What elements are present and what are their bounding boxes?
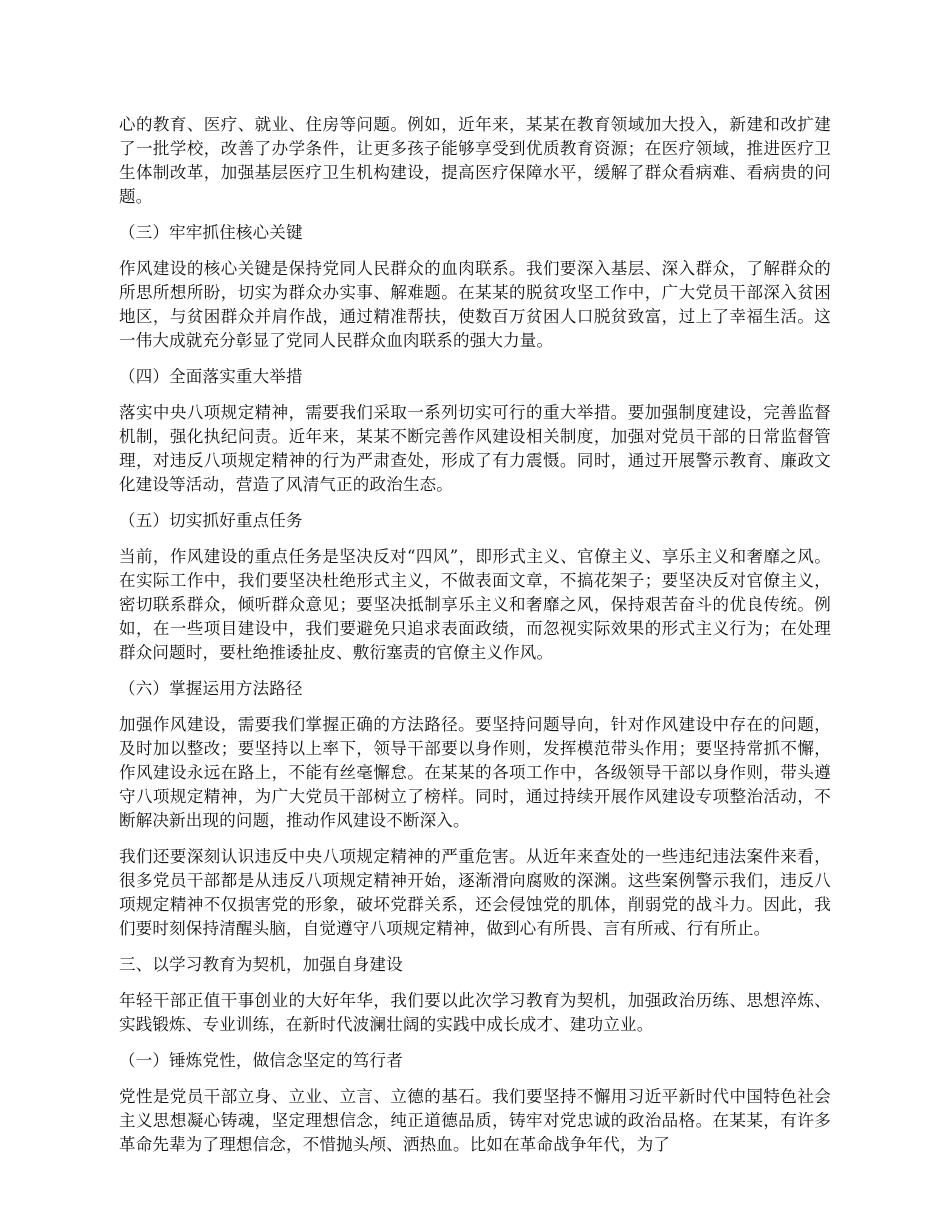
paragraph-major-measures: 落实中央八项规定精神，需要我们采取一系列切实可行的重大举措。要加强制度建设，完善监督机制，强化执纪问责。近年来，某某不断完善作风建设相关制度，加强对党员干部的日常监督管理，对违反八项规定精神的行为严肃查处，形成了有力震慑。同时，通过开展警示教育、廉政文化建设等活动，营造了风清气正的政治生态。 [119,403,831,494]
paragraph-key-tasks: 当前，作风建设的重点任务是坚决反对“四风”，即形式主义、官僚主义、享乐主义和奢靡之风。在实际工作中，我们要坚决杜绝形式主义，不做表面文章，不搞花架子；要坚决反对官僚主义，密切联系群众，倾听群众意见；要坚决抵制享乐主义和奢靡之风，保持艰苦奋斗的优良传统。例如，在一些项目建设中，我们要避免只追求表面政绩，而忽视实际效果的形式主义行为；在处理群众问题时，要杜绝推诿扯皮、敷衍塞责的官僚主义作风。 [119,547,831,662]
section-heading-party-spirit: （一）锤炼党性，做信念坚定的笃行者 [119,1051,403,1070]
paragraph-young-cadres: 年轻干部正值干事创业的大好年华，我们要以此次学习教育为契机，加强政治历练、思想淬炼、实践锻炼、专业训练，在新时代波澜壮阔的实践中成长成才、建功立业。 [119,991,831,1034]
paragraph-party-spirit: 党性是党员干部立身、立业、立言、立德的基石。我们要坚持不懈用习近平新时代中国特色社会主义思想凝心铸魂，坚定理想信念，纯正道德品质，铸牢对党忠诚的政治品格。在某某，有许多革命先辈为了理想信念，不惜抛头颅、洒热血。比如在革命战争年代，为了 [119,1087,831,1154]
paragraph-education-healthcare: 心的教育、医疗、就业、住房等问题。例如，近年来，某某在教育领域加大投入，新建和改扩建了一批学校，改善了办学条件，让更多孩子能够享受到优质教育资源；在医疗领域，推进医疗卫生体制改革，加强基层医疗卫生机构建设，提高医疗保障水平，缓解了群众看病难、看病贵的问题。 [119,115,831,206]
section-heading-key-tasks: （五）切实抓好重点任务 [119,511,303,530]
section-heading-methods: （六）掌握运用方法路径 [119,679,303,698]
paragraph-harms: 我们还要深刻认识违反中央八项规定精神的严重危害。从近年来查处的一些违纪违法案件来看，很多党员干部都是从违反八项规定精神开始，逐渐滑向腐败的深渊。这些案例警示我们，违反八项规定精神不仅损害党的形象，破坏党群关系，还会侵蚀党的肌体，削弱党的战斗力。因此，我们要时刻保持清醒头脑，自觉遵守八项规定精神，做到心有所畏、言有所戒、行有所止。 [119,847,831,938]
chapter-heading-self-building: 三、以学习教育为契机，加强自身建设 [119,955,403,974]
section-heading-core-key: （三）牢牢抓住核心关键 [119,223,303,242]
section-heading-major-measures: （四）全面落实重大举措 [119,367,303,386]
paragraph-core-key: 作风建设的核心关键是保持党同人民群众的血肉联系。我们要深入基层、深入群众，了解群众的所思所想所盼，切实为群众办实事、解难题。在某某的脱贫攻坚工作中，广大党员干部深入贫困地区，与贫困群众并肩作战，通过精准帮扶，使数百万贫困人口脱贫致富，过上了幸福生活。这一伟大成就充分彰显了党同人民群众血肉联系的强大力量。 [119,259,831,350]
paragraph-methods: 加强作风建设，需要我们掌握正确的方法路径。要坚持问题导向，针对作风建设中存在的问题，及时加以整改；要坚持以上率下，领导干部要以身作则，发挥模范带头作用；要坚持常抓不懈，作风建设永远在路上，不能有丝毫懈怠。在某某的各项工作中，各级领导干部以身作则，带头遵守八项规定精神，为广大党员干部树立了榜样。同时，通过持续开展作风建设专项整治活动，不断解决新出现的问题，推动作风建设不断深入。 [119,715,831,830]
